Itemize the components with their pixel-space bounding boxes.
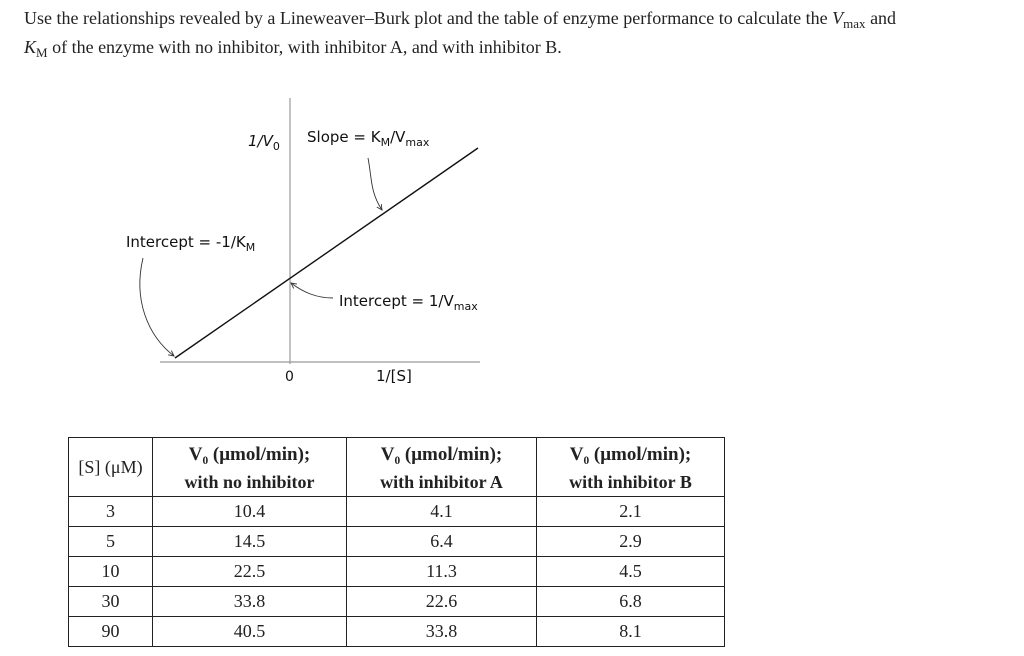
header-inhibitor-a: V₀ (μmol/min); with inhibitor A [347,438,537,497]
cell-inhibitor-b: 6.8 [537,587,725,617]
table-header-row [69,438,725,497]
cell-inhibitor-a: 6.4 [347,527,537,557]
y-intercept-arrow [291,283,333,298]
table-row [69,557,725,587]
x-axis-label: 1/[S] [376,367,412,385]
cell-inhibitor-b: 4.5 [537,557,725,587]
cell-substrate: 90 [69,617,153,647]
table-row [69,617,725,647]
y-intercept-label: Intercept = $1/V_{max}$ [339,292,478,313]
plot-line [175,148,478,358]
table-row [69,497,725,527]
x-intercept-label: Intercept = $-1/K_M$ [126,233,256,254]
slope-arrow [368,158,382,210]
cell-no-inhibitor: 22.5 [153,557,347,587]
header-inhibitor-b: V₀ (μmol/min); with inhibitor B [537,438,725,497]
question-line-2: $K_M$ of the enzyme with no inhibitor, with inhibitor A, and with inhibitor B. [24,37,562,60]
question-line-1: Use the relationships revealed by a Lineweaver–Burk plot and the table of enzyme performance to calculate the $V_{max}$ and [24,8,897,31]
cell-substrate: 10 [69,557,153,587]
x-intercept-arrow [140,258,174,356]
header-no-inhibitor: V₀ (μmol/min); with no inhibitor [153,438,347,497]
cell-inhibitor-a: 4.1 [347,497,537,527]
origin-label: 0 [285,369,294,385]
cell-no-inhibitor: 40.5 [153,617,347,647]
cell-no-inhibitor: 33.8 [153,587,347,617]
cell-substrate: 5 [69,527,153,557]
cell-inhibitor-b: 8.1 [537,617,725,647]
cell-no-inhibitor: 10.4 [153,497,347,527]
y-axis-label: $1/V_0$ [248,132,280,153]
table-row [69,587,725,617]
cell-inhibitor-a: 11.3 [347,557,537,587]
cell-inhibitor-b: 2.9 [537,527,725,557]
table-row [69,527,725,557]
cell-inhibitor-a: 22.6 [347,587,537,617]
cell-substrate: 3 [69,497,153,527]
slope-label: Slope = $K_M/V_{max}$ [307,128,430,149]
cell-substrate: 30 [69,587,153,617]
cell-inhibitor-b: 2.1 [537,497,725,527]
cell-no-inhibitor: 14.5 [153,527,347,557]
enzyme-performance-table [68,437,725,647]
cell-inhibitor-a: 33.8 [347,617,537,647]
header-substrate: [S] (μM) [69,438,153,497]
